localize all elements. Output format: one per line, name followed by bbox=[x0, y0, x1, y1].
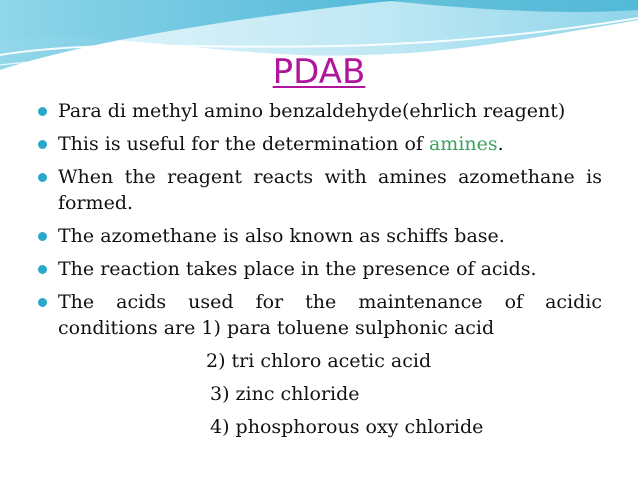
bullet-text-line1: When the reagent reacts with amines azomethane is bbox=[58, 166, 602, 188]
bullet-dot-icon bbox=[38, 140, 47, 149]
sub-item-2: 3) zinc chloride bbox=[210, 383, 360, 405]
bullet-dot-icon bbox=[38, 107, 47, 116]
bullet-text-end: . bbox=[497, 133, 504, 155]
bullet-text: The reaction takes place in the presence of acids. bbox=[58, 258, 537, 280]
bullet-item-3 bbox=[38, 164, 602, 216]
highlight-term: amines bbox=[428, 133, 498, 155]
sub-item-3: 4) phosphorous oxy chloride bbox=[210, 416, 484, 438]
bullet-dot-icon bbox=[38, 265, 47, 274]
bullet-text-line2: conditions are 1) para toluene sulphonic acid bbox=[58, 317, 495, 339]
bullet-text: The azomethane is also known as schiffs base. bbox=[58, 225, 505, 247]
bullet-dot-icon bbox=[38, 298, 47, 307]
bullet-text-line1: The acids used for the maintenance of acidic bbox=[58, 291, 602, 313]
bullet-item-2 bbox=[38, 131, 602, 157]
bullet-dot-icon bbox=[38, 232, 47, 241]
bullet-item-4 bbox=[38, 223, 602, 249]
slide-title: PDAB bbox=[272, 52, 366, 92]
bullet-text: This is useful for the determination of bbox=[58, 133, 429, 155]
bullet-text: Para di methyl amino benzaldehyde(ehrlich reagent) bbox=[58, 100, 566, 122]
sub-item-1: 2) tri chloro acetic acid bbox=[206, 350, 432, 372]
bullet-dot-icon bbox=[38, 173, 47, 182]
bullet-list bbox=[38, 98, 602, 440]
bullet-item-6 bbox=[38, 289, 602, 341]
bullet-item-1 bbox=[38, 98, 602, 124]
bullet-item-5 bbox=[38, 256, 602, 282]
bullet-text-line2: formed. bbox=[58, 192, 134, 214]
